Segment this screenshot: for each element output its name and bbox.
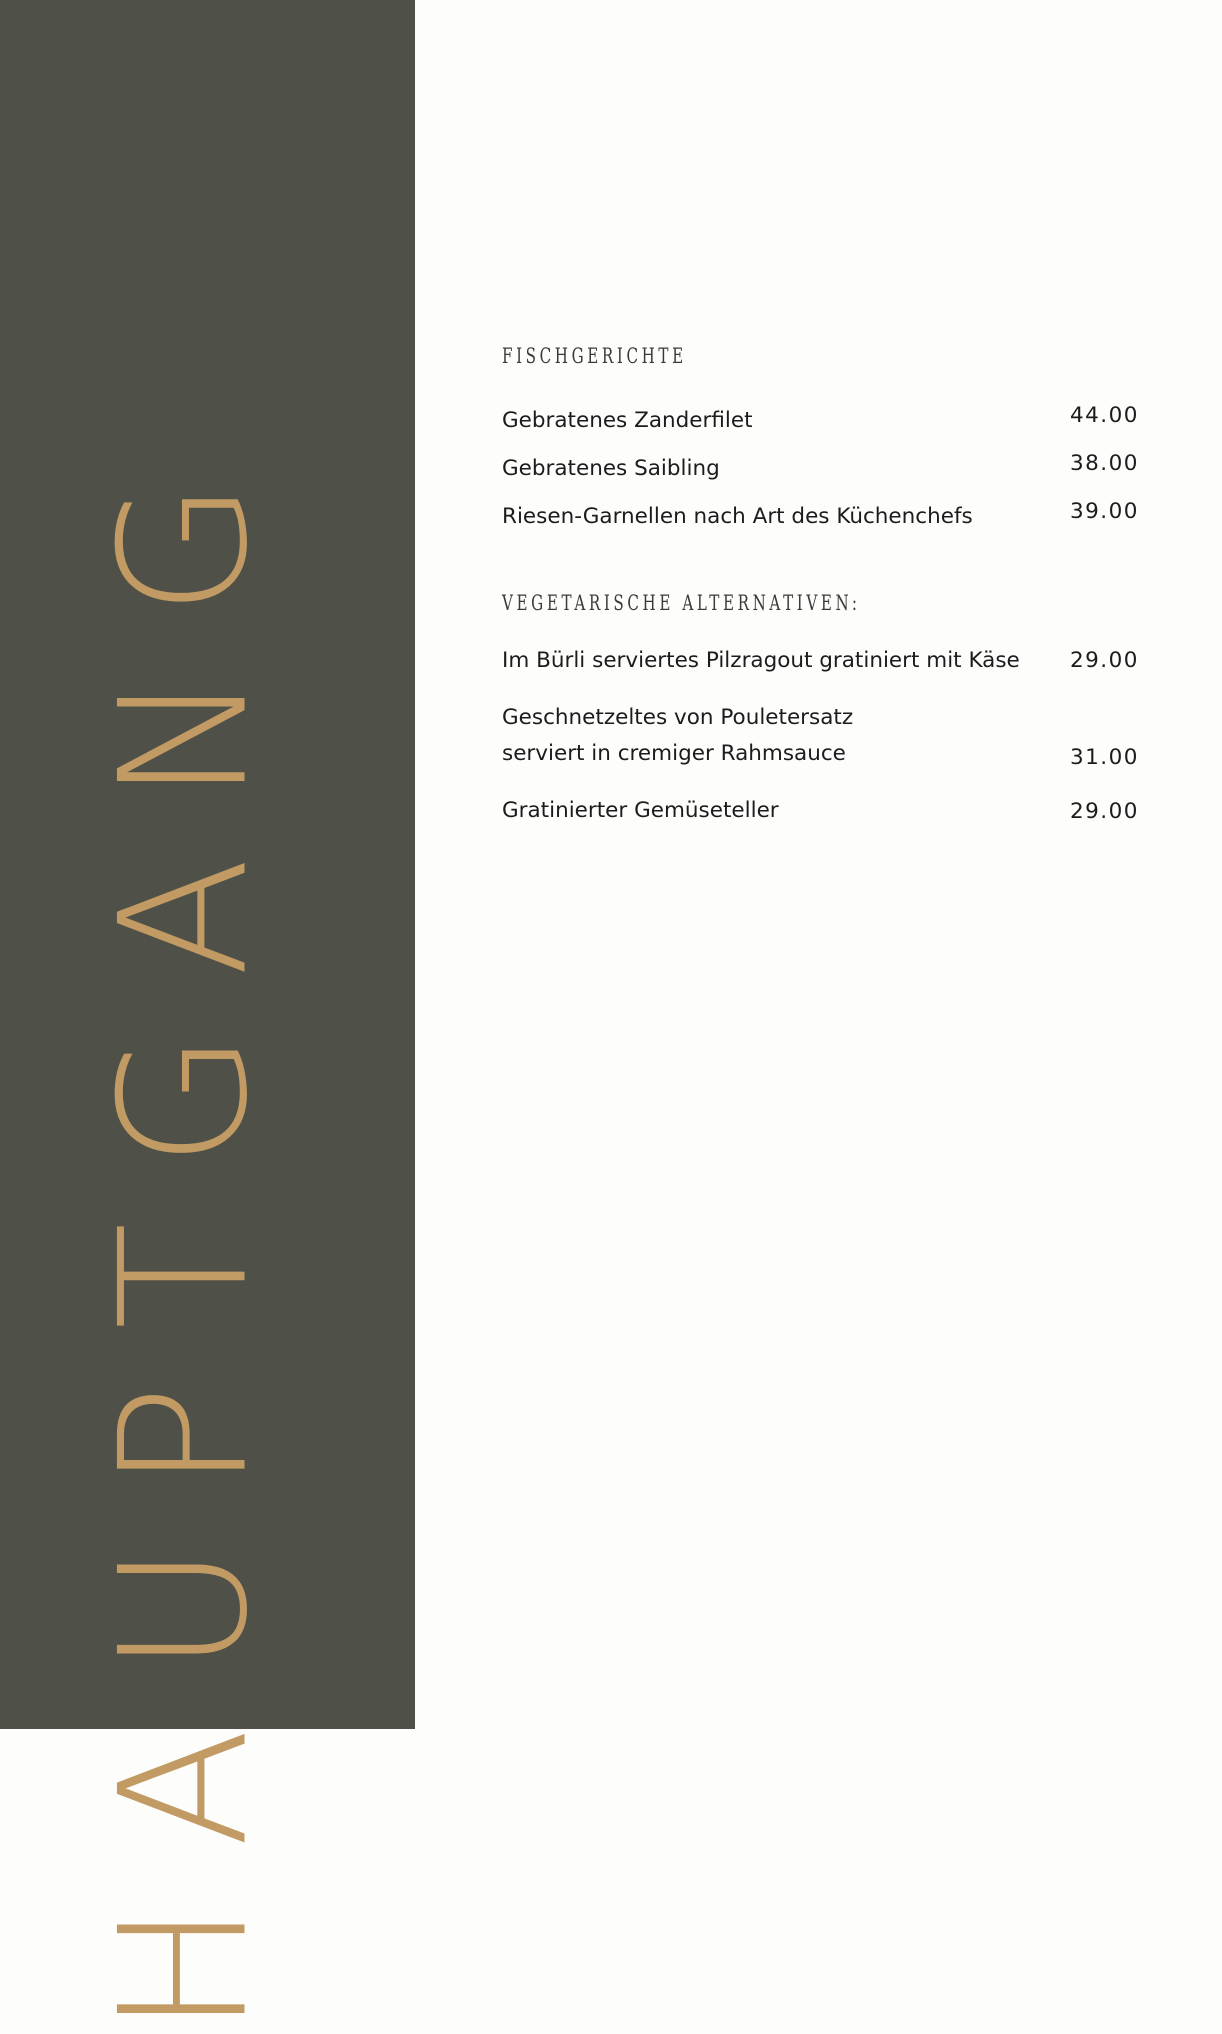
menu-item-name: Gratinierter Gemüseteller [502,798,779,823]
menu-item-price: 39.00 [1069,499,1139,524]
menu-item-price: 31.00 [1069,745,1139,770]
menu-item-price: 29.00 [1069,799,1139,824]
section-heading-fish: FISCHGERICHTE [502,344,687,368]
menu-item-price: 44.00 [1069,403,1139,428]
menu-item-name: Riesen-Garnellen nach Art des Küchenchefs [502,504,973,529]
menu-item-description: serviert in cremiger Rahmsauce [502,741,846,766]
menu-item-name: Im Bürli serviertes Pilzragout gratiniert mit Käse [502,648,1020,673]
sidebar-panel [0,0,415,2034]
section-heading-vegetarian: VEGETARISCHE ALTERNATIVEN: [502,591,861,615]
menu-item-name: Gebratenes Saibling [502,456,720,481]
menu-item-price: 29.00 [1069,648,1139,673]
menu-item-price: 38.00 [1069,451,1139,476]
menu-item-name: Gebratenes Zanderfilet [502,408,753,433]
menu-item-name: Geschnetzeltes von Pouletersatz [502,705,854,730]
page-title: HAUPTGANG [83,425,287,2034]
